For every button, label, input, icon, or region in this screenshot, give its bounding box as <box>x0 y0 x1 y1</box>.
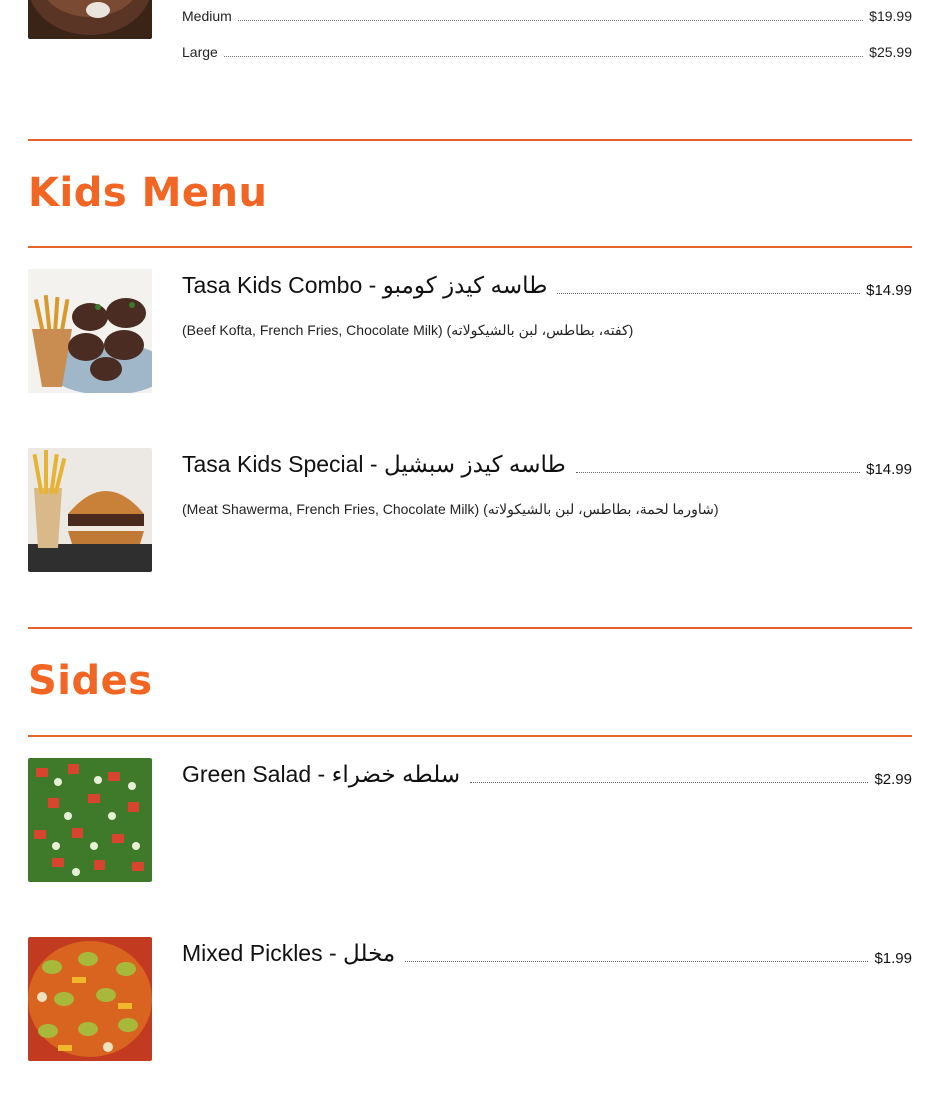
section-title-sides: Sides <box>28 658 153 704</box>
bowl-image <box>28 0 152 39</box>
size-label: Large <box>182 44 218 60</box>
dot-leader <box>576 472 860 473</box>
section-divider <box>28 735 912 737</box>
kids-special-image[interactable] <box>28 448 152 572</box>
item-description: (Meat Shawerma, French Fries, Chocolate Milk) (شاورما لحمة، بطاطس، لبن بالشيكولاته) <box>182 501 719 517</box>
menu-item-kids-special[interactable] <box>182 451 912 478</box>
size-price: $25.99 <box>869 44 912 60</box>
mixed-pickles-image[interactable] <box>28 937 152 1061</box>
size-label: Medium <box>182 8 232 24</box>
item-name: Green Salad - سلطه خضراء <box>182 761 461 787</box>
dot-leader <box>224 56 863 57</box>
menu-item-kids-combo[interactable] <box>182 272 912 299</box>
dot-leader <box>238 20 863 21</box>
size-row-large <box>182 44 912 60</box>
size-price: $19.99 <box>869 8 912 24</box>
item-name: Tasa Kids Special - طاسه كيدز سبشيل <box>182 451 566 477</box>
item-price: $1.99 <box>874 950 912 967</box>
section-divider <box>28 246 912 248</box>
item-price: $14.99 <box>866 461 912 478</box>
item-price: $14.99 <box>866 282 912 299</box>
section-title-kids-menu: Kids Menu <box>28 170 268 216</box>
section-divider <box>28 627 912 629</box>
kids-combo-image[interactable] <box>28 269 152 393</box>
item-name: Tasa Kids Combo - طاسه كيدز كومبو <box>182 272 548 298</box>
dot-leader <box>405 961 868 962</box>
dot-leader <box>470 782 868 783</box>
item-description: (Beef Kofta, French Fries, Chocolate Milk) (كفته، بطاطس، لبن بالشيكولاته) <box>182 322 634 338</box>
size-row-medium <box>182 8 912 24</box>
dot-leader <box>557 293 860 294</box>
menu-item-mixed-pickles[interactable] <box>182 940 912 967</box>
green-salad-image[interactable] <box>28 758 152 882</box>
item-name: Mixed Pickles - مخلل <box>182 940 396 966</box>
item-price: $2.99 <box>874 771 912 788</box>
section-divider <box>28 139 912 141</box>
menu-item-green-salad[interactable] <box>182 761 912 788</box>
